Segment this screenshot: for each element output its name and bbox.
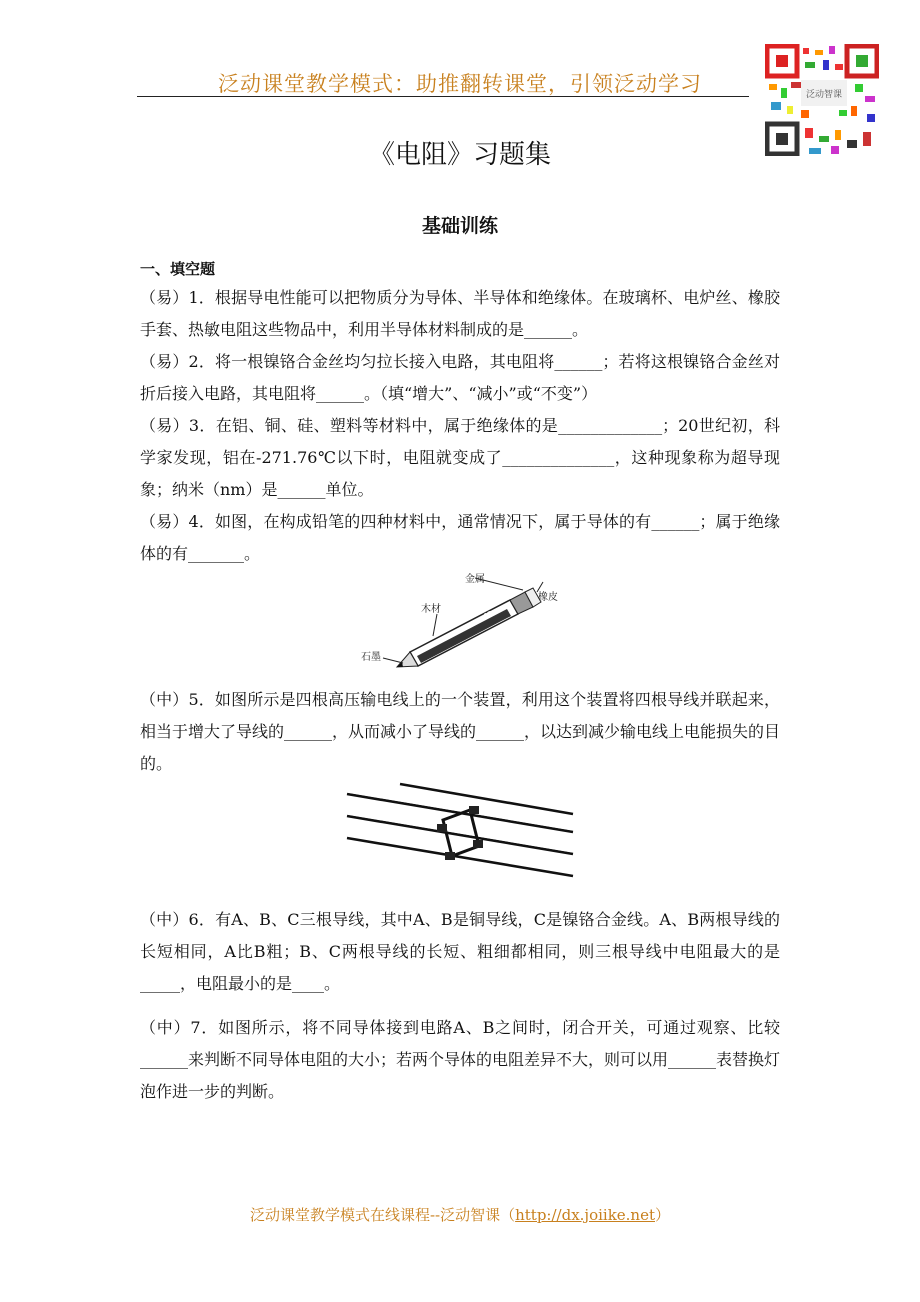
question-7: （中）7．如图所示，将不同导体接到电路A、B之间时，闭合开关，可通过观察、比较______来判断不同导体电阻的大小；若两个导体的电阻差异不大，则可以用______表替换灯泡作进一步的判断。: [140, 1018, 781, 1101]
label-eraser: 橡皮: [538, 592, 558, 603]
label-wood: 木材: [421, 604, 441, 615]
power-line-figure: [345, 782, 575, 887]
header-divider: [137, 96, 749, 97]
page-title: 《电阻》习题集: [368, 140, 551, 170]
question-5: （中）5．如图所示是四根高压输电线上的一个装置，利用这个装置将四根导线并联起来，相当于增大了导线的______，从而减小了导线的______，以达到减少输电线上电能损失的目的。: [140, 690, 781, 773]
footer-link[interactable]: http://dx.joiike.net: [515, 1206, 655, 1224]
qr-label: 泛动智课: [805, 90, 843, 100]
question-1: （易）1．根据导电性能可以把物质分为导体、半导体和绝缘体。在玻璃杯、电炉丝、橡胶手套、热敏电阻这些物品中，利用半导体材料制成的是______。: [140, 288, 780, 339]
pencil-figure: [355, 570, 580, 675]
section-subtitle: 基础训练: [421, 215, 498, 237]
question-2: （易）2．将一根镍铬合金丝均匀拉长接入电路，其电阻将______；若将这根镍铬合金丝对折后接入电路，其电阻将______。（填“增大”、“减小”或“不变”）: [140, 352, 780, 403]
question-4: （易）4．如图，在构成铅笔的四种材料中，通常情况下，属于导体的有______；属于绝缘体的有_______。: [140, 512, 780, 563]
footer-text: 泛动课堂教学模式在线课程--泛动智课（: [249, 1206, 516, 1224]
header-title: 泛动课堂教学模式：助推翻转课堂，引领泛动学习: [218, 72, 702, 96]
question-6: （中）6．有A、B、C三根导线，其中A、B是铜导线，C是镍铬合金线。A、B两根导线的长短相同，A比B粗；B、C两根导线的长短、粗细都相同，则三根导线中电阻最大的是_____，电阻最小的是____。: [140, 910, 780, 993]
footer-close: ）: [655, 1206, 671, 1224]
section-heading: 一、填空题: [140, 260, 216, 278]
footer: [0, 1204, 920, 1225]
label-graphite: 石墨: [361, 652, 381, 663]
label-metal: 金属: [465, 574, 485, 585]
question-3: （易）3．在铝、铜、硅、塑料等材料中，属于绝缘体的是_____________；20世纪初，科学家发现，铝在-271.76℃以下时，电阻就变成了______________，这种现象称为超导现象；纳米（nm）是______单位。: [140, 416, 780, 499]
pencil-brand: 6B: [482, 609, 495, 621]
